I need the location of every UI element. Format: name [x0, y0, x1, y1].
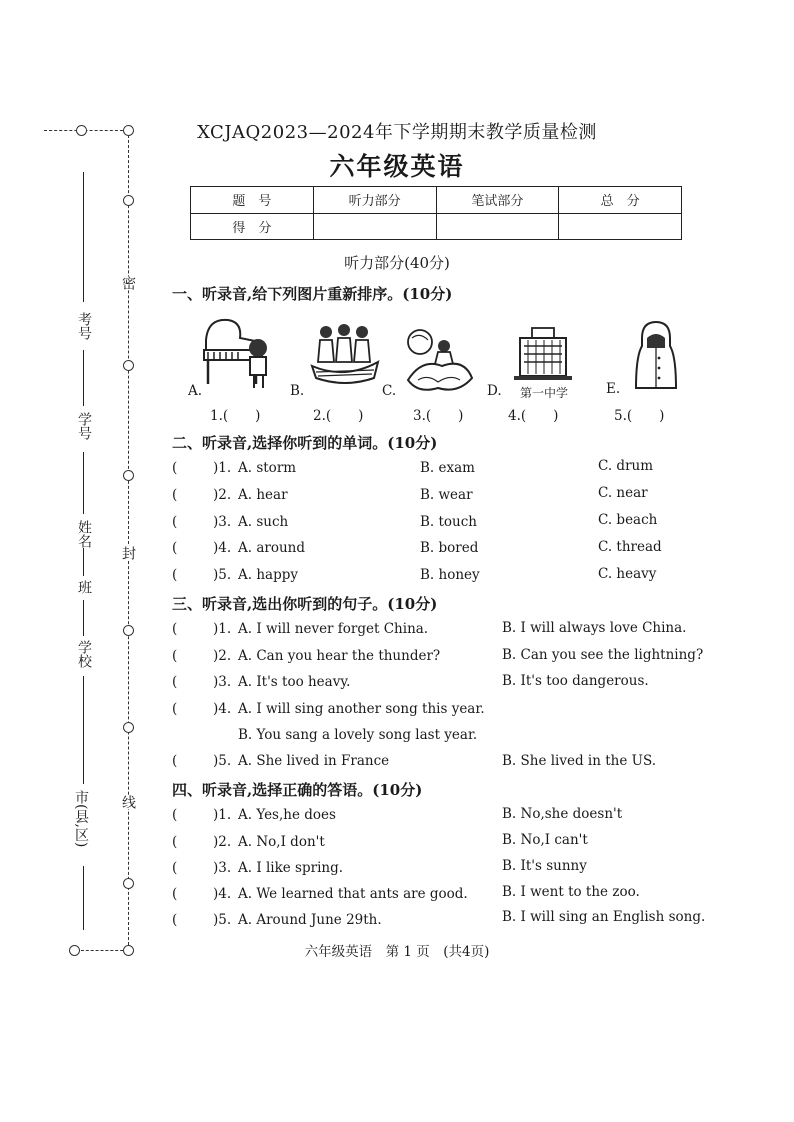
- score-input-cell[interactable]: [436, 213, 559, 240]
- score-table-score-row: [191, 213, 682, 240]
- option-b: B. I will sing an English song.: [502, 909, 706, 925]
- answer-paren[interactable]: (: [172, 674, 178, 690]
- order-answer-blank[interactable]: 3.( ): [413, 408, 464, 424]
- dragon-boat-icon: [310, 322, 380, 390]
- order-answer-blank[interactable]: 2.( ): [313, 408, 364, 424]
- seal-mark: 密: [120, 276, 136, 290]
- option-b: B. Can you see the lightning?: [502, 647, 704, 663]
- option-b: B. No,she doesn't: [502, 806, 623, 822]
- field-label-city: 市(县,区): [73, 790, 89, 848]
- score-table-header-row: [191, 187, 682, 214]
- seal-mark: 封: [120, 546, 136, 560]
- score-cell: 总 分: [559, 187, 682, 214]
- question-number: )5.: [213, 753, 232, 769]
- score-cell: 笔试部分: [436, 187, 559, 214]
- score-input-cell[interactable]: [313, 213, 436, 240]
- option-a: A. Yes,he does: [238, 807, 336, 823]
- picture-letter: C.: [382, 383, 397, 399]
- option-b: B. touch: [420, 514, 478, 530]
- option-a: A. happy: [238, 567, 298, 583]
- picture-letter: A.: [188, 383, 203, 399]
- field-line[interactable]: [83, 548, 84, 576]
- question-number: )5.: [213, 567, 232, 583]
- exam-title: XCJAQ2023—2024年下学期期末教学质量检测: [197, 122, 597, 143]
- option-b: B. wear: [420, 487, 473, 503]
- option-b: B. I went to the zoo.: [502, 884, 640, 900]
- score-table: [190, 186, 682, 240]
- answer-paren[interactable]: (: [172, 886, 178, 902]
- hole-circle: [123, 878, 134, 889]
- option-b: B. You sang a lovely song last year.: [238, 727, 478, 743]
- score-cell: 得 分: [191, 213, 314, 240]
- option-b: B. exam: [420, 460, 475, 476]
- option-a: A. Can you hear the thunder?: [238, 648, 441, 664]
- question-number: )4.: [213, 701, 232, 717]
- question-number: )1.: [213, 807, 232, 823]
- option-a: A. It's too heavy.: [238, 674, 351, 690]
- question-number: )4.: [213, 886, 232, 902]
- section1-title: 一、听录音,给下列图片重新排序。(10分): [172, 285, 453, 303]
- order-answer-blank[interactable]: 4.( ): [508, 408, 559, 424]
- hole-circle: [123, 195, 134, 206]
- option-a: A. I like spring.: [238, 860, 344, 876]
- field-label-name: 姓名: [76, 520, 92, 548]
- answer-paren[interactable]: (: [172, 648, 178, 664]
- answer-paren[interactable]: (: [172, 701, 178, 717]
- option-a: A. We learned that ants are good.: [238, 886, 468, 902]
- picture-letter: E.: [606, 381, 621, 397]
- answer-paren[interactable]: (: [172, 514, 178, 530]
- hole-circle: [123, 360, 134, 371]
- score-cell: 听力部分: [313, 187, 436, 214]
- answer-paren[interactable]: (: [172, 540, 178, 556]
- answer-paren[interactable]: (: [172, 567, 178, 583]
- score-input-cell[interactable]: [559, 213, 682, 240]
- subject-title: 六年级英语: [329, 152, 465, 181]
- section4-title: 四、听录音,选择正确的答语。(10分): [172, 781, 423, 799]
- option-b: B. No,I can't: [502, 832, 588, 848]
- question-number: )3.: [213, 674, 232, 690]
- field-line[interactable]: [83, 172, 84, 302]
- option-a: A. storm: [238, 460, 297, 476]
- hole-circle: [123, 625, 134, 636]
- option-c: C. thread: [598, 539, 662, 555]
- question-number: )2.: [213, 648, 232, 664]
- option-a: A. I will never forget China.: [238, 621, 429, 637]
- option-a: A. such: [238, 514, 289, 530]
- option-a: A. I will sing another song this year.: [238, 701, 485, 717]
- raincoat-icon: [632, 318, 680, 392]
- section2-title: 二、听录音,选择你听到的单词。(10分): [172, 434, 438, 452]
- option-b: B. It's sunny: [502, 858, 587, 874]
- answer-paren[interactable]: (: [172, 834, 178, 850]
- question-number: )4.: [213, 540, 232, 556]
- answer-paren[interactable]: (: [172, 460, 178, 476]
- answer-paren[interactable]: (: [172, 860, 178, 876]
- question-number: )1.: [213, 460, 232, 476]
- question-number: )2.: [213, 834, 232, 850]
- hole-circle: [123, 722, 134, 733]
- option-a: A. around: [238, 540, 305, 556]
- listening-part-title: 听力部分(40分): [344, 254, 450, 272]
- school-caption: 第一中学: [520, 386, 569, 400]
- answer-paren[interactable]: (: [172, 912, 178, 928]
- field-line[interactable]: [83, 866, 84, 930]
- answer-paren[interactable]: (: [172, 753, 178, 769]
- picture-letter: D.: [487, 383, 502, 399]
- field-label-exam-number: 考号: [76, 312, 92, 340]
- question-number: )3.: [213, 514, 232, 530]
- field-line[interactable]: [83, 350, 84, 406]
- option-b: B. She lived in the US.: [502, 753, 657, 769]
- answer-paren[interactable]: (: [172, 487, 178, 503]
- seal-mark: 线: [120, 795, 136, 809]
- option-c: C. near: [598, 485, 648, 501]
- field-label-school: 学校: [76, 640, 92, 668]
- answer-paren[interactable]: (: [172, 621, 178, 637]
- option-a: A. She lived in France: [238, 753, 390, 769]
- piano-boy-icon: [198, 312, 276, 390]
- option-b: B. It's too dangerous.: [502, 673, 649, 689]
- option-c: C. beach: [598, 512, 658, 528]
- field-label-student-number: 学号: [76, 412, 92, 440]
- school-building-icon: [512, 326, 574, 382]
- score-cell: 题 号: [191, 187, 314, 214]
- option-a: A. hear: [238, 487, 288, 503]
- section3-title: 三、听录音,选出你听到的句子。(10分): [172, 595, 438, 613]
- option-a: A. Around June 29th.: [238, 912, 382, 928]
- order-answer-blank[interactable]: 5.( ): [614, 408, 665, 424]
- option-c: C. heavy: [598, 566, 657, 582]
- question-number: )3.: [213, 860, 232, 876]
- answer-paren[interactable]: (: [172, 807, 178, 823]
- option-b: B. honey: [420, 567, 480, 583]
- option-b: B. I will always love China.: [502, 620, 687, 636]
- option-b: B. bored: [420, 540, 479, 556]
- option-c: C. drum: [598, 458, 654, 474]
- dancer-icon: [398, 328, 476, 396]
- page-footer: 六年级英语 第 1 页 (共4页): [304, 944, 490, 960]
- field-label-class: 班: [76, 580, 92, 594]
- question-number: )5.: [213, 912, 232, 928]
- hole-circle: [123, 470, 134, 481]
- question-number: )1.: [213, 621, 232, 637]
- field-line[interactable]: [83, 676, 84, 784]
- picture-letter: B.: [290, 383, 305, 399]
- field-line[interactable]: [83, 600, 84, 636]
- question-number: )2.: [213, 487, 232, 503]
- option-a: A. No,I don't: [238, 834, 325, 850]
- order-answer-blank[interactable]: 1.( ): [210, 408, 261, 424]
- field-line[interactable]: [83, 452, 84, 514]
